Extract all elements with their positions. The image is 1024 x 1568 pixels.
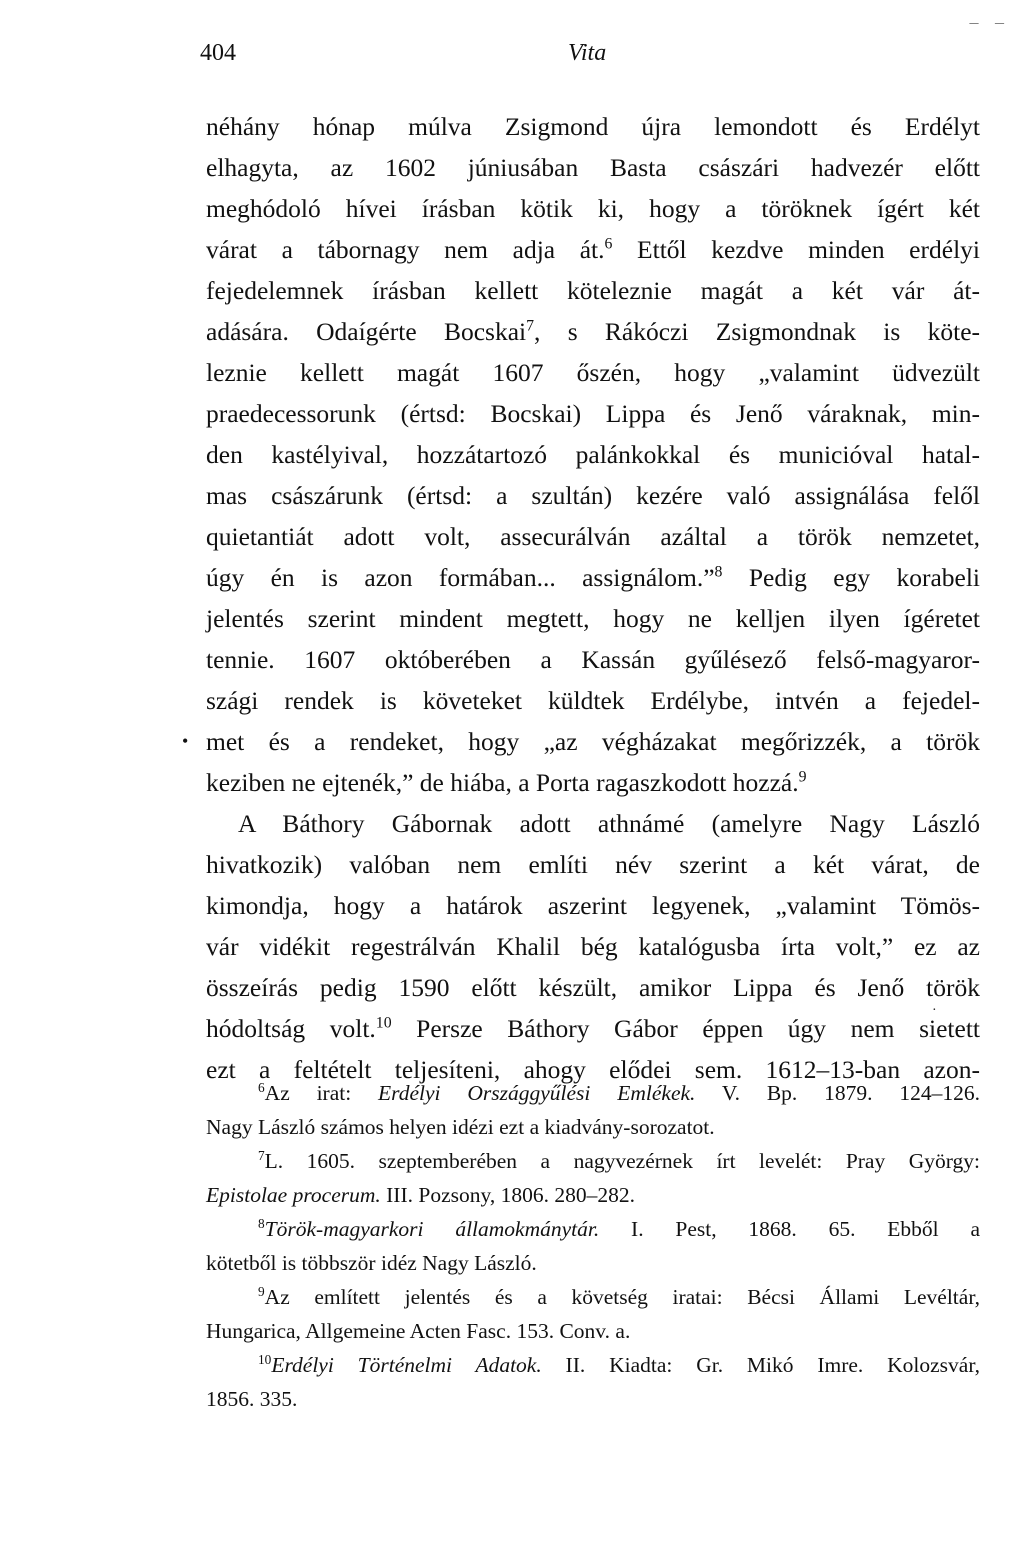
text-line: adására. Odaígérte Bocskai$^7$, s Rákóczi Zsigmondnak is köte- — [206, 317, 980, 346]
footnote-8-cont: kötetből is többször idéz Nagy László. — [206, 1251, 537, 1275]
main-text — [206, 106, 980, 1090]
text-line: quietantiát adott volt, assecurálván azáltal a török nemzetet, — [206, 522, 980, 551]
source-title: Erdélyi Országgyűlési Emlékek. — [378, 1081, 696, 1105]
source-title: Erdélyi Történelmi Adatok. — [271, 1353, 542, 1377]
text-line: met és a rendeket, hogy „az végházakat megőrizzék, a török — [206, 727, 980, 756]
text-line: szági rendek is követeket küldtek Erdélybe, intvén a fejedel- — [206, 686, 980, 715]
footnote-number: 7 — [258, 1147, 265, 1163]
text-line: néhány hónap múlva Zsigmond újra lemondott és Erdélyt — [206, 112, 980, 141]
page-header — [200, 40, 980, 74]
source-title: Török-magyarkori államokmánytár. — [264, 1217, 600, 1241]
text-line: úgy én is azon formában... assignálom.”$^8$ Pedig egy korabeli — [206, 563, 980, 592]
footnote-ref: 7 — [526, 317, 535, 335]
footnote-6-cont: Nagy László számos helyen idézi ezt a kiadvány-sorozatot. — [206, 1115, 715, 1139]
text-line: A Báthory Gábornak adott athnámé (amelyre Nagy László — [238, 809, 980, 838]
footnote-number: 9 — [258, 1283, 265, 1299]
footnote-9-cont: Hungarica, Allgemeine Acten Fasc. 153. Conv. a. — [206, 1319, 631, 1343]
source-title: Epistolae procerum. — [206, 1183, 381, 1207]
footnote-10: $^{10}$Erdélyi Történelmi Adatok. II. Kiadta: Gr. Mikó Imre. Kolozsvár, — [258, 1351, 980, 1377]
text-line: meghódoló hívei írásban kötik ki, hogy a töröknek ígért két — [206, 194, 980, 223]
footnote-7-cont: Epistolae procerum. III. Pozsony, 1806. 280–282. — [206, 1183, 635, 1207]
text-line: tennie. 1607 októberében a Kassán gyűlésező felső-magyaror- — [206, 645, 980, 674]
text-line: mas császárunk (értsd: a szultán) kezére való assignálása felől — [206, 481, 980, 510]
text-line: leznie kellett magát 1607 őszén, hogy „valamint üdvezült — [206, 358, 980, 387]
running-head: Vita — [568, 40, 607, 66]
footnote-ref: 9 — [798, 768, 807, 786]
footnote-ref: 8 — [714, 563, 723, 581]
stray-dot: · — [932, 1003, 937, 1018]
margin-bullet: • — [182, 731, 189, 751]
text-line: keziben ne ejtenék,” de hiába, a Porta ragaszkodott hozzá.$^9$ — [206, 768, 807, 797]
text-line: ezt a feltételt teljesíteni, ahogy elődei sem. 1612–13-ban azon- — [206, 1055, 980, 1084]
text-line: kimondja, hogy a határok aszerint legyenek, „valamint Tömös- — [206, 891, 980, 920]
text-line: vár vidékit regestrálván Khalil bég katalógusba írta volt,” ez az — [206, 932, 980, 961]
footnote-number: 10 — [258, 1351, 272, 1367]
text-line: den kastélyival, hozzátartozó palánkokkal és municióval hatal- — [206, 440, 980, 469]
text-line: elhagyta, az 1602 júniusában Basta császári hadvezér előtt — [206, 153, 980, 182]
text-line: hivatkozik) valóban nem említi név szerint a két várat, de — [206, 850, 980, 879]
text-line: fejedelemnek írásban kellett köteleznie magát a két vár át- — [206, 276, 980, 305]
text-line: összeírás pedig 1590 előtt készült, amikor Lippa és Jenő török — [206, 973, 980, 1002]
page-number: 404 — [200, 40, 236, 66]
footnote-9: $^9$Az említett jelentés és a követség iratai: Bécsi Állami Levéltár, — [258, 1283, 980, 1309]
footnote-6: $^6$Az irat: Erdélyi Országgyűlési Emlékek. V. Bp. 1879. 124–126. — [258, 1079, 980, 1105]
footnote-7: $^7$L. 1605. szeptemberében a nagyvezérnek írt levelét: Pray György: — [258, 1147, 980, 1173]
footnote-8: $^8$Török-magyarkori államokmánytár. I. Pest, 1868. 65. Ebből a — [258, 1215, 980, 1241]
edge-marks: – – — [969, 12, 1010, 32]
footnote-ref: 6 — [604, 235, 613, 253]
footnote-number: 8 — [258, 1215, 265, 1231]
text-line: jelentés szerint mindent megtett, hogy ne kelljen ilyen ígéretet — [206, 604, 980, 633]
text-line: várat a tábornagy nem adja át.$^6$ Ettől kezdve minden erdélyi — [206, 235, 980, 264]
text-line: hódoltság volt.$^{10}$ Persze Báthory Gábor éppen úgy nem sietett — [206, 1014, 980, 1043]
footnotes — [206, 1076, 980, 1416]
footnote-ref: 10 — [375, 1014, 392, 1032]
footnote-number: 6 — [258, 1079, 265, 1095]
text-line: praedecessorunk (értsd: Bocskai) Lippa és Jenő váraknak, min- — [206, 399, 980, 428]
footnote-10-cont: 1856. 335. — [206, 1387, 298, 1411]
